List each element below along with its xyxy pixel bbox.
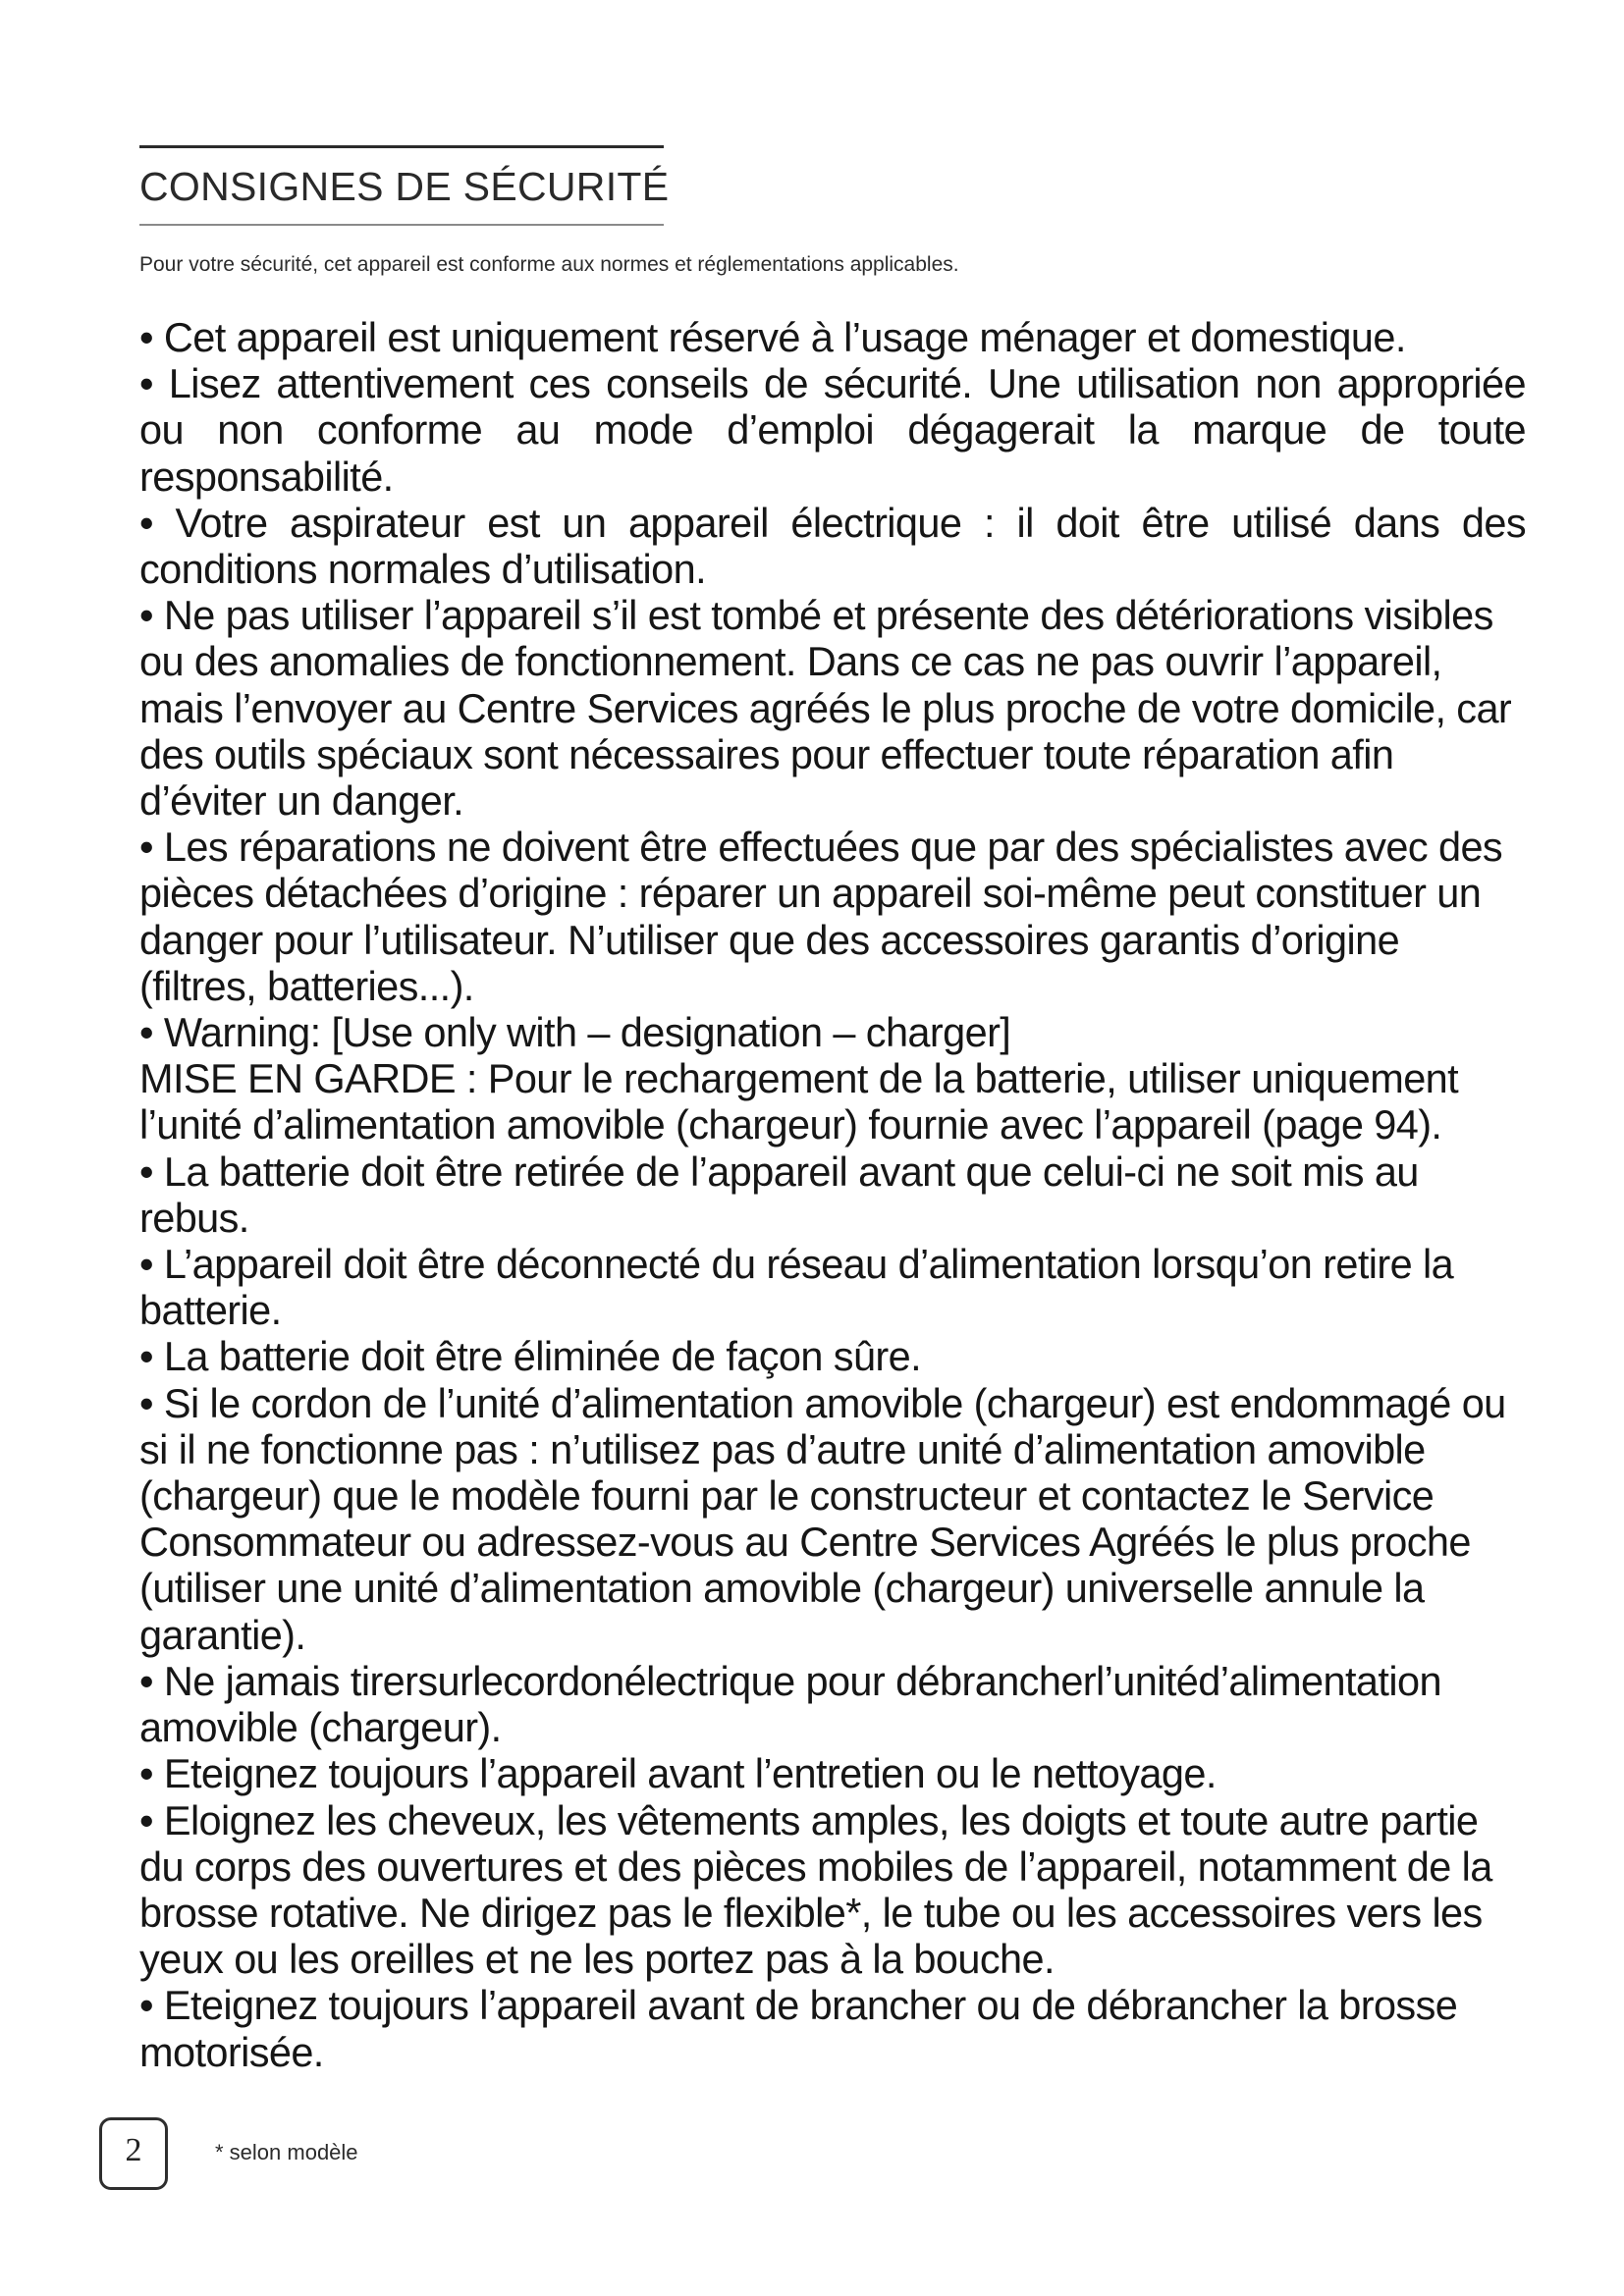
intro-text: Pour votre sécurité, cet appareil est conforme aux normes et réglementations applicables. <box>139 253 959 276</box>
safety-item: • Lisez attentivement ces conseils de sécurité. Une utilisation non appropriée ou non conforme au mode d’emploi dégagerait la marque de toute responsabilité. <box>139 360 1526 500</box>
safety-item: • Cet appareil est uniquement réservé à l’usage ménager et domestique. <box>139 314 1526 360</box>
safety-item: • Les réparations ne doivent être effectuées que par des spécialistes avec des pièces détachées d’origine : réparer un appareil soi-même peut constituer un danger pour l’utilisateur. N’utiliser que des accessoires garantis d’origine (filtres, batteries...). <box>139 824 1526 1009</box>
safety-item: • Ne jamais tirersurlecordonélectrique pour débrancherl’unitéd’alimentation amovible (chargeur). <box>139 1658 1526 1750</box>
safety-item: • L’appareil doit être déconnecté du réseau d’alimentation lorsqu’on retire la batterie. <box>139 1241 1526 1333</box>
safety-item: • Warning: [Use only with – designation – charger] <box>139 1009 1526 1055</box>
safety-item: • Votre aspirateur est un appareil électrique : il doit être utilisé dans des conditions normales d’utilisation. <box>139 500 1526 592</box>
page-number: 2 <box>125 2132 142 2168</box>
header-top-rule <box>139 145 664 148</box>
safety-item: • Ne pas utiliser l’appareil s’il est tombé et présente des détériorations visibles ou des anomalies de fonctionnement. Dans ce cas ne pas ouvrir l’appareil, mais l’envoyer au Centre Services agréés le plus proche de votre domicile, car des outils spéciaux sont nécessaires pour effectuer toute réparation afin d’éviter un danger. <box>139 592 1526 824</box>
footnote: * selon modèle <box>215 2140 358 2164</box>
safety-item: • Eteignez toujours l’appareil avant l’entretien ou le nettoyage. <box>139 1750 1526 1796</box>
page-title: CONSIGNES DE SÉCURITÉ <box>139 164 670 209</box>
section-header <box>139 145 670 226</box>
safety-instructions <box>139 314 1526 2075</box>
safety-item: • La batterie doit être retirée de l’appareil avant que celui-ci ne soit mis au rebus. <box>139 1148 1526 1241</box>
safety-item: • La batterie doit être éliminée de façon sûre. <box>139 1333 1526 1379</box>
header-bottom-rule <box>139 224 664 226</box>
safety-item: • Eloignez les cheveux, les vêtements amples, les doigts et toute autre partie du corps des ouvertures et des pièces mobiles de l’appareil, notamment de la brosse rotative. Ne dirigez pas le flexible*, le tube ou les accessoires vers les yeux ou les oreilles et ne les portez pas à la bouche. <box>139 1797 1526 1983</box>
safety-item: • Si le cordon de l’unité d’alimentation amovible (chargeur) est endommagé ou si il ne fonctionne pas : n’utilisez pas d’autre unité d’alimentation amovible (chargeur) que le modèle fourni par le constructeur et contactez le Service Consommateur ou adressez-vous au Centre Services Agréés le plus proche (utiliser une unité d’alimentation amovible (chargeur) universelle annule la garantie). <box>139 1380 1526 1658</box>
safety-item: • Eteignez toujours l’appareil avant de brancher ou de débrancher la brosse motorisée. <box>139 1982 1526 2074</box>
page-number-box <box>99 2117 168 2190</box>
mise-en-garde-text: MISE EN GARDE : Pour le rechargement de la batterie, utiliser uniquement l’unité d’alimentation amovible (chargeur) fournie avec l’appareil (page 94). <box>139 1055 1459 1148</box>
